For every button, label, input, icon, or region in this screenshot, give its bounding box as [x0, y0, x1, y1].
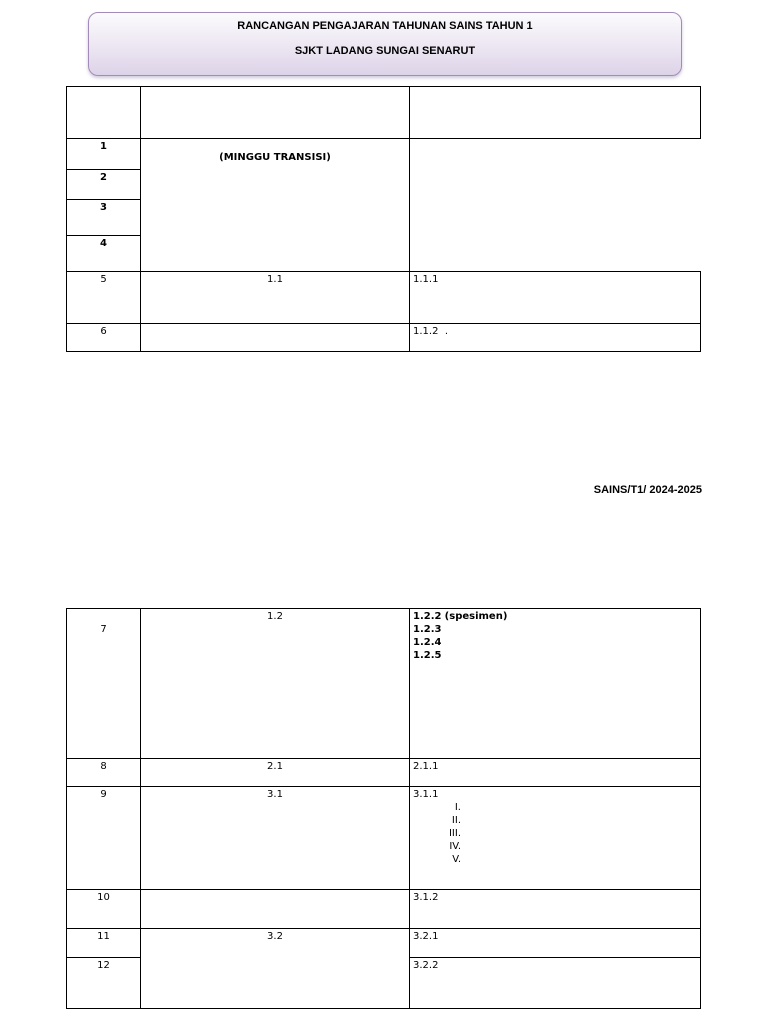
table-row	[67, 759, 701, 787]
week-cell: 7	[67, 609, 141, 759]
week-cell: 12	[67, 958, 141, 1009]
title-banner	[88, 12, 682, 76]
topic-cell	[141, 787, 410, 890]
list-item: II.	[451, 815, 461, 826]
header-week	[67, 87, 141, 139]
standard-cell	[410, 787, 701, 890]
topic-number: 3.2	[267, 931, 283, 942]
table-header-row	[67, 87, 701, 139]
standard-cell	[410, 324, 701, 352]
plan-table-1	[66, 86, 701, 352]
standard-number: 1.2.2	[413, 611, 442, 622]
transition-label: (MINGGU TRANSISI)	[219, 152, 331, 163]
topic-cell	[141, 929, 410, 1009]
standard-number: 1.1.2	[413, 326, 439, 337]
week-cell: 10	[67, 890, 141, 929]
week-cell: 4	[67, 236, 141, 272]
week-cell: 1	[67, 139, 141, 170]
header-standard	[410, 87, 701, 139]
standard-number: 3.2.2	[413, 960, 439, 971]
standard-cell	[410, 759, 701, 787]
standard-number: 3.1.1	[413, 789, 439, 800]
week-cell: 11	[67, 929, 141, 958]
plan-table-2	[66, 608, 701, 1009]
standard-number: 1.2.4	[413, 637, 442, 648]
table-row	[67, 139, 701, 170]
week-cell: 8	[67, 759, 141, 787]
topic-cell	[141, 759, 410, 787]
standard-keyword: (spesimen)	[444, 611, 508, 622]
roman-list	[413, 801, 697, 866]
week-cell: 5	[67, 272, 141, 324]
table-row	[67, 272, 701, 324]
standard-number: 1.2.5	[413, 650, 442, 661]
table-row	[67, 324, 701, 352]
standard-number: 1.2.3	[413, 624, 442, 635]
topic-cell	[141, 272, 410, 324]
week-cell: 3	[67, 200, 141, 236]
list-item: IV.	[449, 841, 461, 852]
standard-end: .	[444, 326, 448, 337]
standard-number: 3.2.1	[413, 931, 439, 942]
table-row	[67, 890, 701, 929]
topic-cell	[141, 324, 410, 352]
standard-cell	[410, 272, 701, 324]
list-item: V.	[452, 854, 461, 865]
standard-number: 3.1.2	[413, 892, 439, 903]
standard-number: 2.1.1	[413, 761, 439, 772]
topic-number: 1.1	[267, 274, 283, 285]
title-line-1: RANCANGAN PENGAJARAN TAHUNAN SAINS TAHUN 1	[237, 20, 533, 32]
list-item: I.	[454, 802, 461, 813]
standard-cell	[410, 958, 701, 1009]
standard-cell	[410, 929, 701, 958]
header-topic	[141, 87, 410, 139]
document-code: SAINS/T1/ 2024-2025	[593, 484, 702, 496]
topic-number: 2.1	[267, 761, 283, 772]
topic-number: 3.1	[267, 789, 283, 800]
title-line-2: SJKT LADANG SUNGAI SENARUT	[294, 45, 476, 57]
list-item: III.	[448, 828, 461, 839]
standard-cell	[410, 609, 701, 759]
week-cell: 6	[67, 324, 141, 352]
week-cell: 9	[67, 787, 141, 890]
topic-cell	[141, 890, 410, 929]
standard-cell	[410, 890, 701, 929]
week-cell: 2	[67, 170, 141, 200]
topic-number: 1.2	[267, 611, 283, 622]
standard-number: 1.1.1	[413, 274, 439, 285]
table-row	[67, 787, 701, 890]
topic-cell	[141, 609, 410, 759]
transition-cell	[141, 139, 410, 272]
table-row	[67, 609, 701, 759]
table-row	[67, 929, 701, 958]
